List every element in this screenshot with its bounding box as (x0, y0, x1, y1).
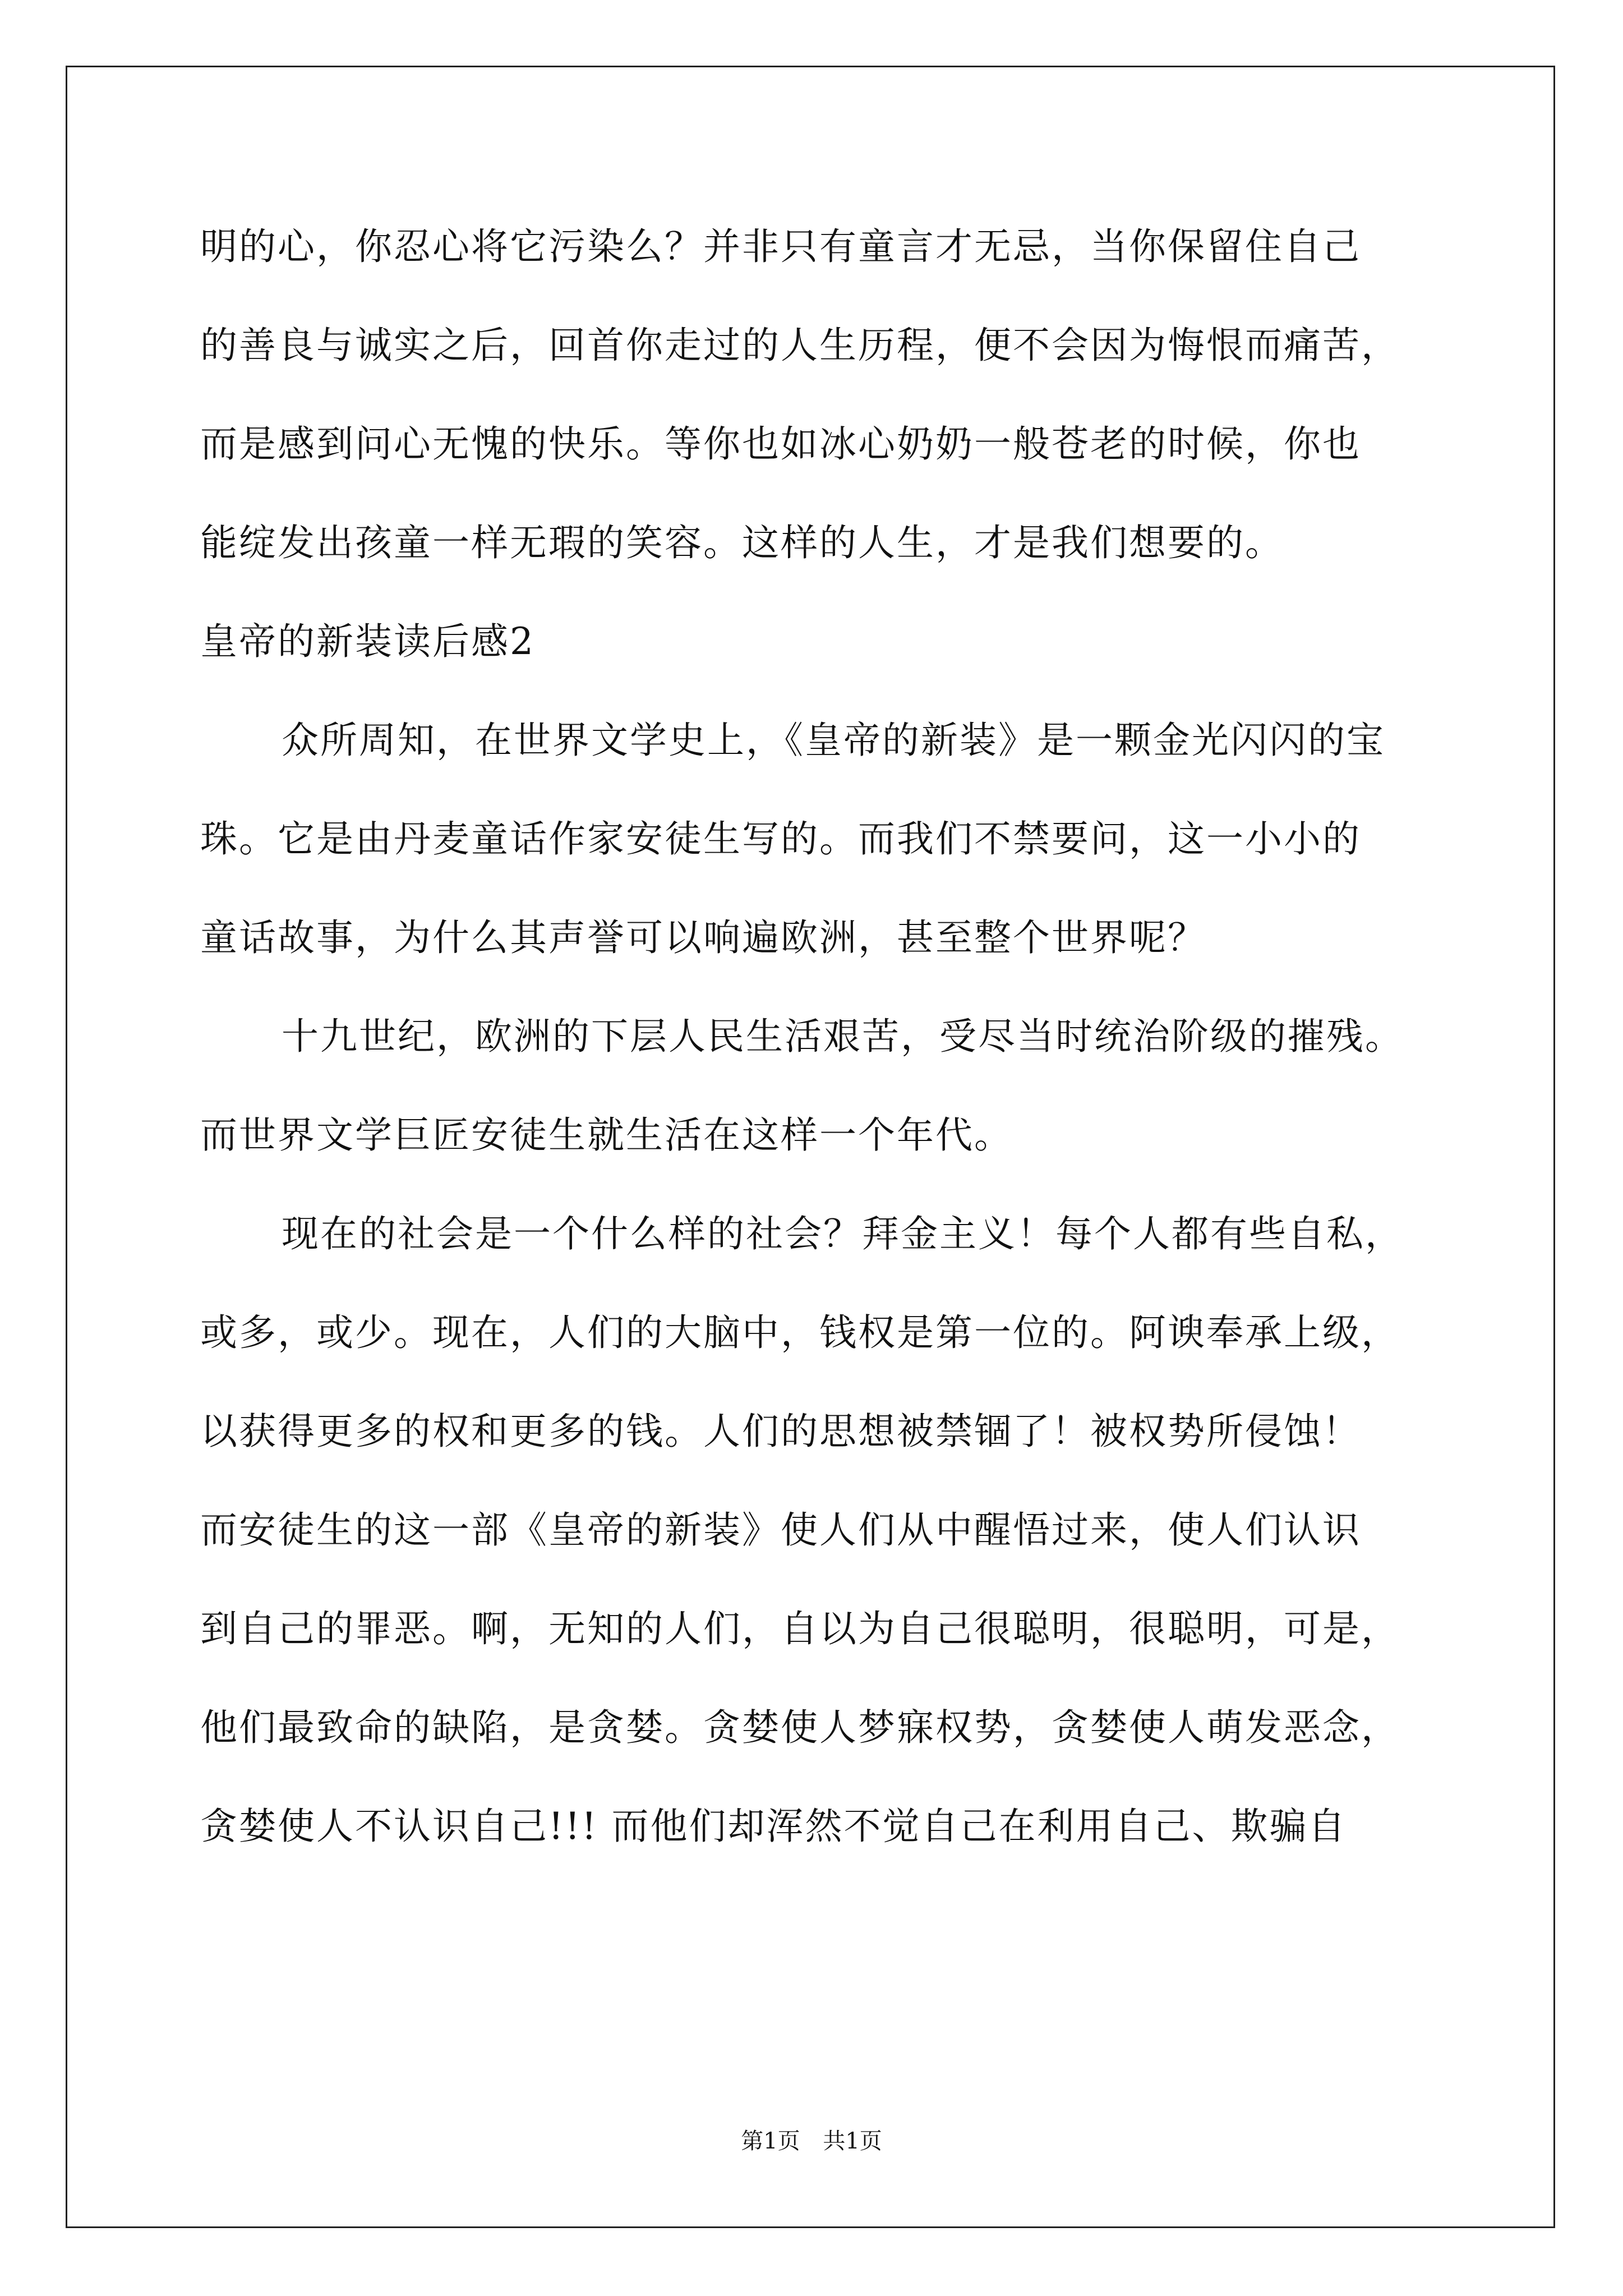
text-line: 童话故事，为什么其声誉可以响遍欧洲，甚至整个世界呢？ (200, 916, 1206, 959)
text-line: 他们最致命的缺陷，是贪婪。贪婪使人梦寐权势，贪婪使人萌发恶念， (200, 1706, 1400, 1749)
text-line: 而世界文学巨匠安徒生就生活在这样一个年代。 (200, 1114, 1013, 1157)
text-line: 众所周知，在世界文学史上，《皇帝的新装》是一颗金光闪闪的宝 (282, 719, 1385, 762)
text-line: 能绽发出孩童一样无瑕的笑容。这样的人生，才是我们想要的。 (200, 521, 1284, 564)
section-heading: 皇帝的新装读后感2 (200, 620, 535, 663)
text-line: 现在的社会是一个什么样的社会？拜金主义！每个人都有些自私， (282, 1212, 1404, 1255)
text-line: 十九世纪，欧洲的下层人民生活艰苦，受尽当时统治阶级的摧残。 (282, 1015, 1404, 1058)
text-line: 明的心，你忍心将它污染么？并非只有童言才无忌，当你保留住自己 (200, 225, 1361, 268)
text-line: 或多，或少。现在，人们的大脑中，钱权是第一位的。阿谀奉承上级， (200, 1311, 1400, 1354)
text-line: 以获得更多的权和更多的钱。人们的思想被禁锢了！被权势所侵蚀！ (200, 1410, 1361, 1453)
page-number-total: 共1页 (823, 2128, 882, 2154)
page-footer (0, 2127, 1623, 2155)
text-line: 珠。它是由丹麦童话作家安徒生写的。而我们不禁要问，这一小小的 (200, 817, 1361, 861)
page-number-current: 第1页 (741, 2128, 800, 2154)
text-line: 的善良与诚实之后，回首你走过的人生历程，便不会因为悔恨而痛苦， (200, 324, 1400, 367)
text-line: 而安徒生的这一部《皇帝的新装》使人们从中醒悟过来，使人们认识 (200, 1508, 1361, 1552)
text-line: 而是感到问心无愧的快乐。等你也如冰心奶奶一般苍老的时候，你也 (200, 422, 1361, 466)
text-line: 到自己的罪恶。啊，无知的人们，自以为自己很聪明，很聪明，可是， (200, 1607, 1400, 1650)
text-line: 贪婪使人不认识自己!!! 而他们却浑然不觉自己在利用自己、欺骗自 (200, 1805, 1347, 1848)
